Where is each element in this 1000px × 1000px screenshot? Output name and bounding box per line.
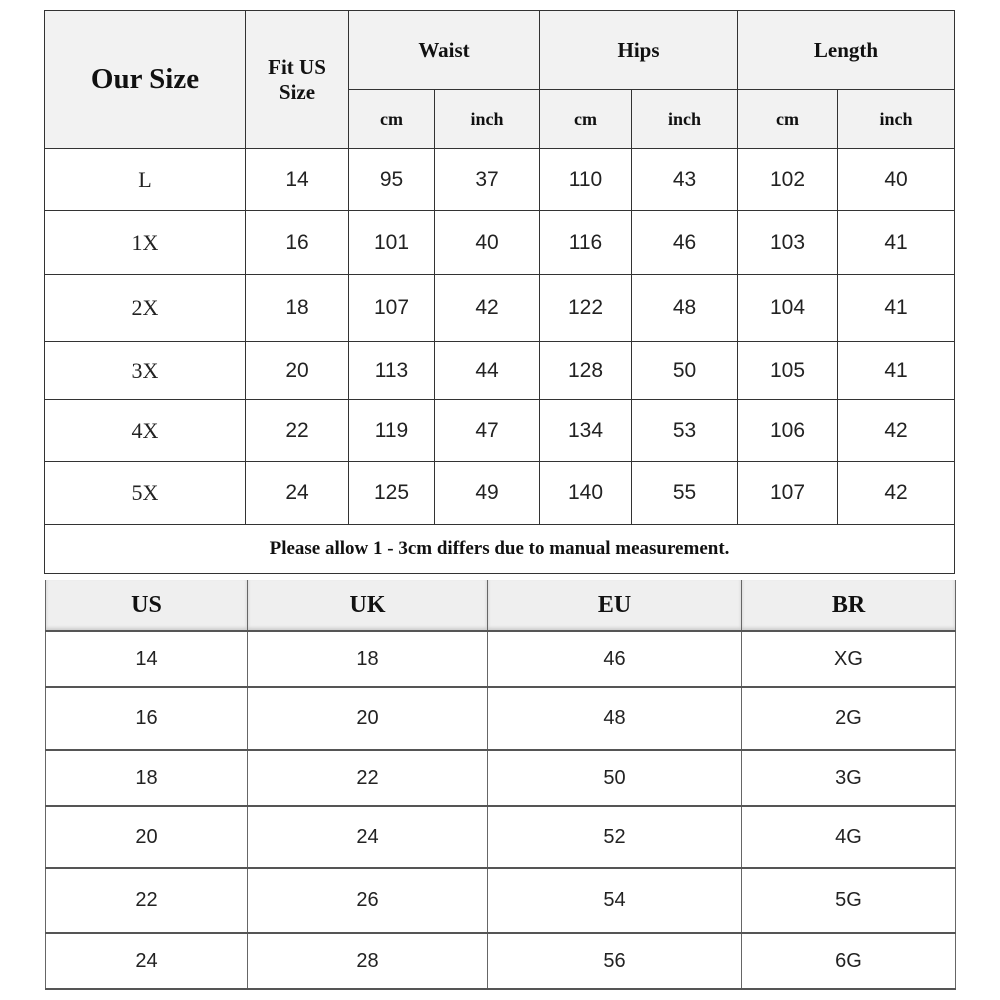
hips-inch-cell: 48: [632, 275, 738, 342]
eu-cell: 54: [488, 868, 742, 933]
size-chart-table: [44, 10, 955, 574]
waist-inch-cell: 49: [435, 462, 540, 525]
eu-cell: 50: [488, 750, 742, 806]
waist-cm-cell: 119: [349, 400, 435, 462]
table-row: [46, 750, 956, 806]
us-cell: 22: [46, 868, 248, 933]
us-cell: 24: [46, 933, 248, 989]
waist-inch-cell: 44: [435, 342, 540, 400]
length-cm-cell: 106: [738, 400, 838, 462]
length-inch-cell: 42: [838, 400, 955, 462]
header-eu: EU: [488, 580, 742, 631]
header-us: US: [46, 580, 248, 631]
header-hips: Hips: [540, 11, 738, 90]
table-row: [45, 149, 955, 211]
us-cell: 14: [46, 631, 248, 687]
header-fit-us-line1: Fit US: [268, 54, 326, 79]
length-inch-cell: 42: [838, 462, 955, 525]
hips-cm-cell: 116: [540, 211, 632, 275]
header-fit-us-size: [246, 11, 349, 149]
fit-us-cell: 18: [246, 275, 349, 342]
size-label-cell: 3X: [45, 342, 246, 400]
header-waist: Waist: [349, 11, 540, 90]
waist-cm-cell: 101: [349, 211, 435, 275]
eu-cell: 46: [488, 631, 742, 687]
eu-cell: 56: [488, 933, 742, 989]
header-length: Length: [738, 11, 955, 90]
us-cell: 18: [46, 750, 248, 806]
hips-inch-cell: 43: [632, 149, 738, 211]
size-label-cell: 2X: [45, 275, 246, 342]
hips-inch-cell: 46: [632, 211, 738, 275]
table-row: [45, 275, 955, 342]
header-length-cm: cm: [738, 90, 838, 149]
waist-inch-cell: 40: [435, 211, 540, 275]
table-row: [45, 211, 955, 275]
table-row: [46, 687, 956, 750]
header-uk: UK: [248, 580, 488, 631]
uk-cell: 22: [248, 750, 488, 806]
hips-inch-cell: 50: [632, 342, 738, 400]
size-label-cell: 1X: [45, 211, 246, 275]
br-cell: 3G: [742, 750, 956, 806]
hips-cm-cell: 128: [540, 342, 632, 400]
fit-us-cell: 14: [246, 149, 349, 211]
br-cell: 6G: [742, 933, 956, 989]
length-cm-cell: 104: [738, 275, 838, 342]
table-row: [45, 462, 955, 525]
fit-us-cell: 16: [246, 211, 349, 275]
header-fit-us-line2: Size: [278, 79, 316, 104]
uk-cell: 20: [248, 687, 488, 750]
eu-cell: 52: [488, 806, 742, 868]
size-label-cell: 5X: [45, 462, 246, 525]
table-row: [45, 342, 955, 400]
hips-cm-cell: 140: [540, 462, 632, 525]
eu-cell: 48: [488, 687, 742, 750]
us-cell: 20: [46, 806, 248, 868]
uk-cell: 24: [248, 806, 488, 868]
waist-cm-cell: 95: [349, 149, 435, 211]
length-cm-cell: 102: [738, 149, 838, 211]
uk-cell: 18: [248, 631, 488, 687]
length-inch-cell: 41: [838, 342, 955, 400]
length-cm-cell: 103: [738, 211, 838, 275]
table-row: [46, 631, 956, 687]
uk-cell: 26: [248, 868, 488, 933]
fit-us-cell: 22: [246, 400, 349, 462]
waist-inch-cell: 47: [435, 400, 540, 462]
size-label-cell: L: [45, 149, 246, 211]
table-row: [45, 400, 955, 462]
length-inch-cell: 41: [838, 211, 955, 275]
br-cell: XG: [742, 631, 956, 687]
size-label-cell: 4X: [45, 400, 246, 462]
measurement-note: Please allow 1 - 3cm differs due to manual measurement.: [45, 525, 955, 574]
table-row: [46, 806, 956, 868]
length-inch-cell: 41: [838, 275, 955, 342]
waist-inch-cell: 42: [435, 275, 540, 342]
waist-cm-cell: 113: [349, 342, 435, 400]
header-waist-inch: inch: [435, 90, 540, 149]
br-cell: 5G: [742, 868, 956, 933]
header-length-inch: inch: [838, 90, 955, 149]
uk-cell: 28: [248, 933, 488, 989]
hips-inch-cell: 55: [632, 462, 738, 525]
hips-inch-cell: 53: [632, 400, 738, 462]
length-inch-cell: 40: [838, 149, 955, 211]
fit-us-cell: 20: [246, 342, 349, 400]
header-br: BR: [742, 580, 956, 631]
us-cell: 16: [46, 687, 248, 750]
br-cell: 2G: [742, 687, 956, 750]
table-row: [46, 933, 956, 989]
waist-cm-cell: 125: [349, 462, 435, 525]
table-row: [46, 868, 956, 933]
header-hips-inch: inch: [632, 90, 738, 149]
hips-cm-cell: 122: [540, 275, 632, 342]
conversion-chart-table: [45, 580, 956, 990]
header-waist-cm: cm: [349, 90, 435, 149]
hips-cm-cell: 134: [540, 400, 632, 462]
header-our-size: Our Size: [45, 11, 246, 149]
hips-cm-cell: 110: [540, 149, 632, 211]
br-cell: 4G: [742, 806, 956, 868]
length-cm-cell: 105: [738, 342, 838, 400]
waist-inch-cell: 37: [435, 149, 540, 211]
header-hips-cm: cm: [540, 90, 632, 149]
length-cm-cell: 107: [738, 462, 838, 525]
waist-cm-cell: 107: [349, 275, 435, 342]
fit-us-cell: 24: [246, 462, 349, 525]
